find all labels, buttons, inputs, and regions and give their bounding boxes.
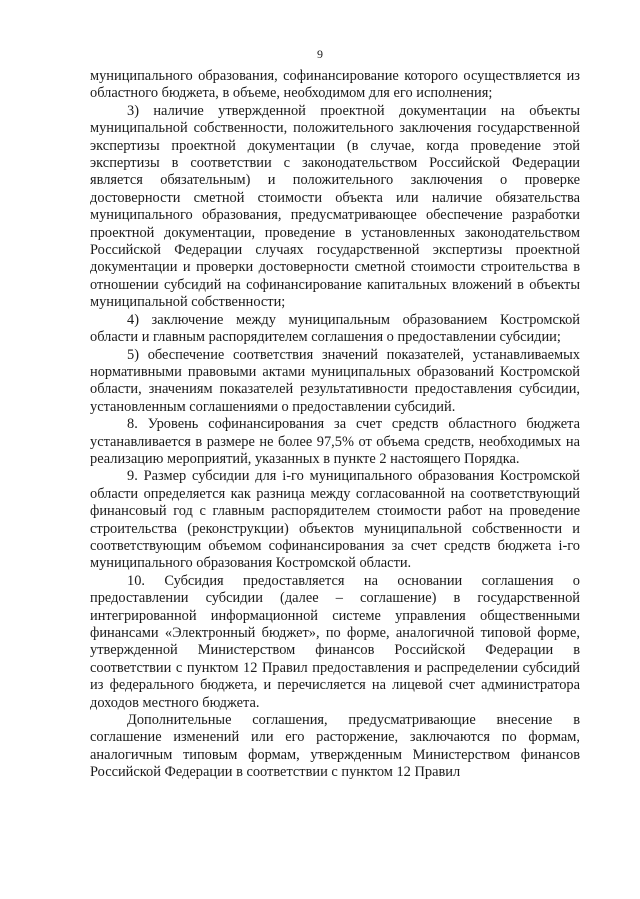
document-body — [90, 68, 580, 782]
paragraph-item-3: 3) наличие утвержденной проектной документации на объекты муниципальной собственности, положительного заключения государственной экспертизы проектной документации (в случае, когда проведение этой экспертизы в соответствии с законодательством Российской Федерации является обязательным) и положительного заключения о проверке достоверности сметной стоимости объекта или наличие обязательства муниципального образования, предусматривающее обеспечение разработки проектной документации, проведение в установленных законодательством Российской Федерации случаях государственной экспертизы проектной документации и проверки достоверности сметной стоимости строительства в отношении субсидий на софинансирование капитальных вложений в объекты муниципальной собственности; — [90, 102, 580, 311]
paragraph-continuation: муниципального образования, софинансирование которого осуществляется из областного бюджета, в объеме, необходимом для его исполнения; — [90, 68, 580, 102]
paragraph-item-5: 5) обеспечение соответствия значений показателей, устанавливаемых нормативными правовыми актами муниципальных образований Костромской области, значениям показателей результативности предоставления субсидии, установленным соглашениями о предоставлении субсидий. — [90, 346, 580, 415]
paragraph-item-4: 4) заключение между муниципальным образованием Костромской области и главным распорядителем соглашения о предоставлении субсидии; — [90, 311, 580, 346]
page-number: 9 — [317, 47, 323, 61]
paragraph-clause-10: 10. Субсидия предоставляется на основании соглашения о предоставлении субсидии (далее – соглашение) в государственной интегрированной информационной системе управления общественными финансами «Электронный бюджет», по форме, аналогичной типовой форме, утвержденной Министерством финансов Российской Федерации в соответствии с пунктом 12 Правил предоставления и распределении субсидий из федерального бюджета, и перечисляется на лицевой счет администратора доходов местного бюджета. — [90, 572, 580, 711]
paragraph-clause-9: 9. Размер субсидии для i-го муниципального образования Костромской области определяется как разница между согласованной на соответствующий финансовый год с главным распорядителем стоимости работ на проведение строительства (реконструкции) объектов муниципальной собственности и соответствующим объемом софинансирования за счет средств бюджета i-го муниципального образования Костромской области. — [90, 468, 580, 572]
paragraph-clause-8: 8. Уровень софинансирования за счет средств областного бюджета устанавливается в размере не более 97,5% от объема средств, необходимых на реализацию мероприятий, указанных в пункте 2 настоящего Порядка. — [90, 416, 580, 467]
paragraph-additional-agreements: Дополнительные соглашения, предусматривающие внесение в соглашение изменений или его расторжение, заключаются по формам, аналогичным типовым формам, утвержденным Министерством финансов Российской Федерации в соответствии с пунктом 12 Правил — [90, 712, 580, 781]
